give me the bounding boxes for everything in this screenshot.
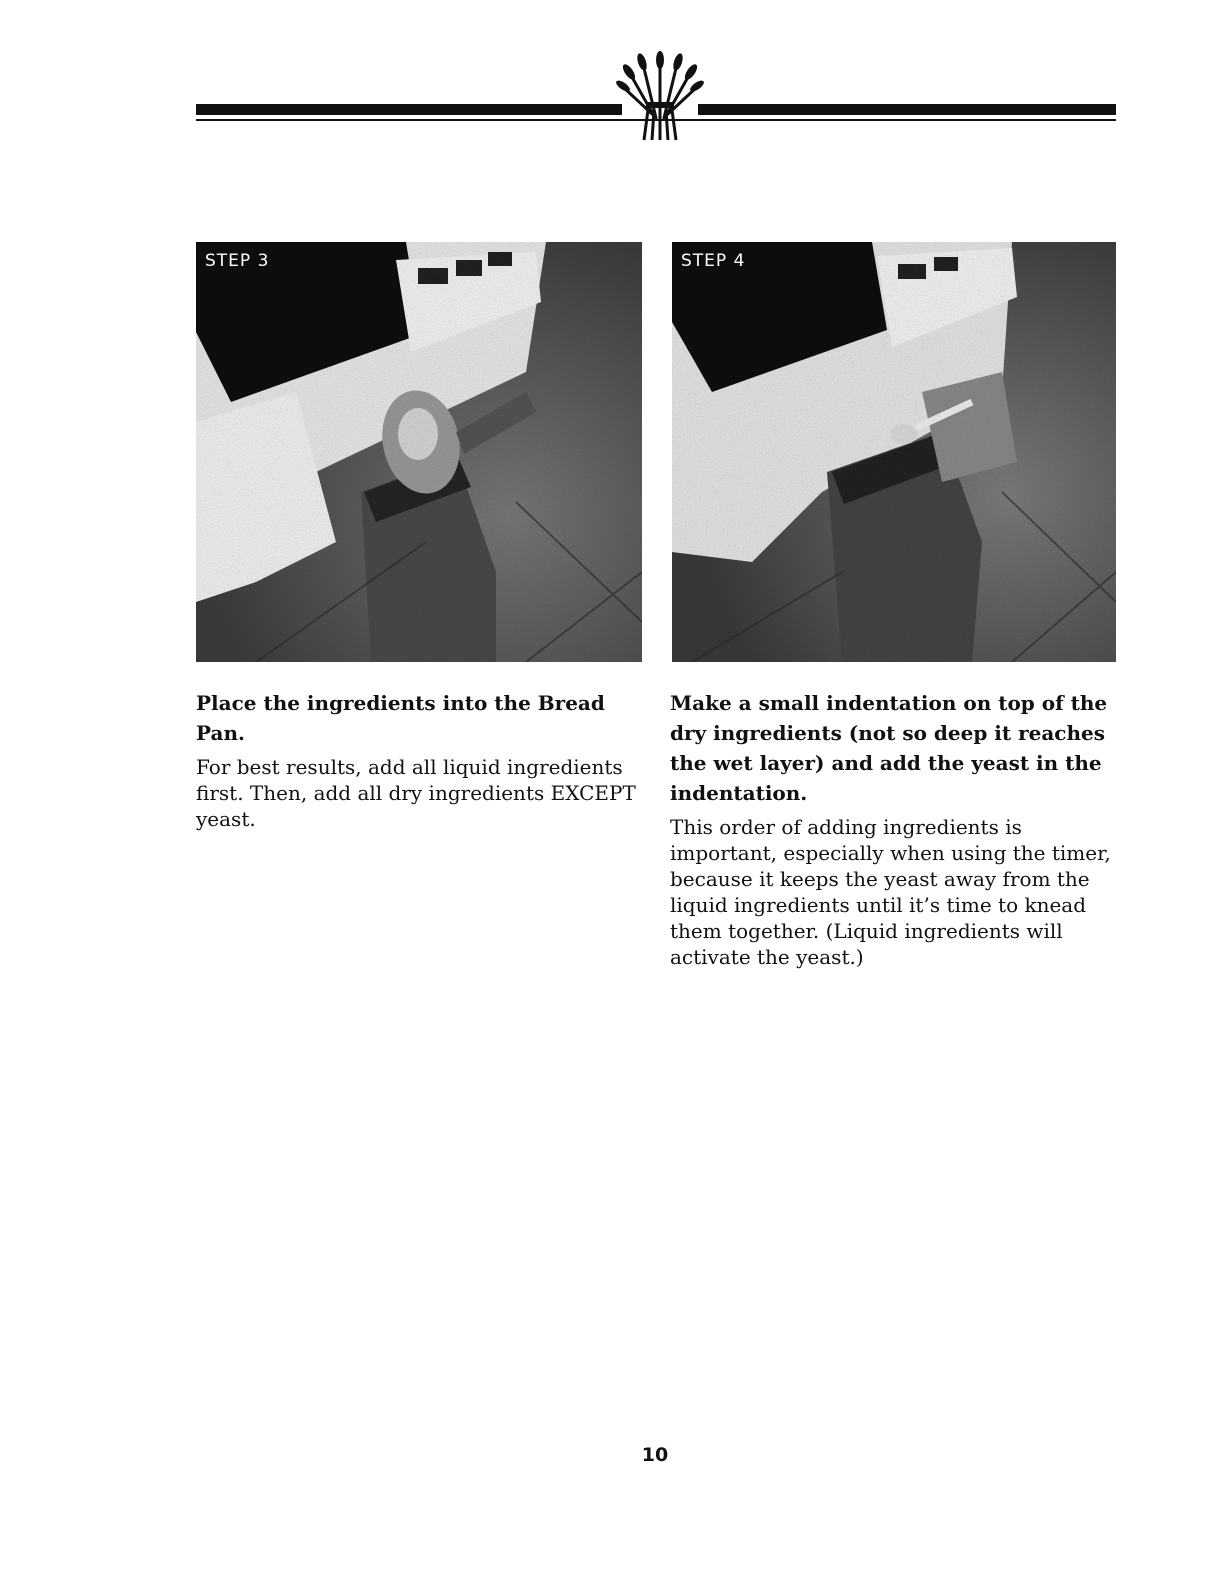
- step-3-label: STEP 3: [205, 251, 270, 271]
- step-4-label: STEP 4: [681, 251, 746, 271]
- step-4-text-column: [670, 688, 1120, 970]
- step-3-photo: [196, 242, 642, 662]
- step-4-photo: [672, 242, 1116, 662]
- step-3-body: For best results, add all liquid ingredients first. Then, add all dry ingredients EXCEPT yeast.: [196, 755, 636, 831]
- step-3-heading: Place the ingredients into the Bread Pan.: [196, 691, 605, 745]
- page-number: 10: [641, 1444, 669, 1466]
- step-3-text-column: [196, 688, 636, 832]
- step-4-heading: Make a small indentation on top of the dry ingredients (not so deep it reaches the wet layer) and add the yeast in the indentation.: [670, 691, 1108, 805]
- step-4-body: This order of adding ingredients is important, especially when using the timer, because it keeps the yeast away from the liquid ingredients until it’s time to knead them together. (Liquid ingredients will activate the yeast.): [670, 815, 1111, 969]
- wheat-sheaf-icon: [612, 48, 708, 144]
